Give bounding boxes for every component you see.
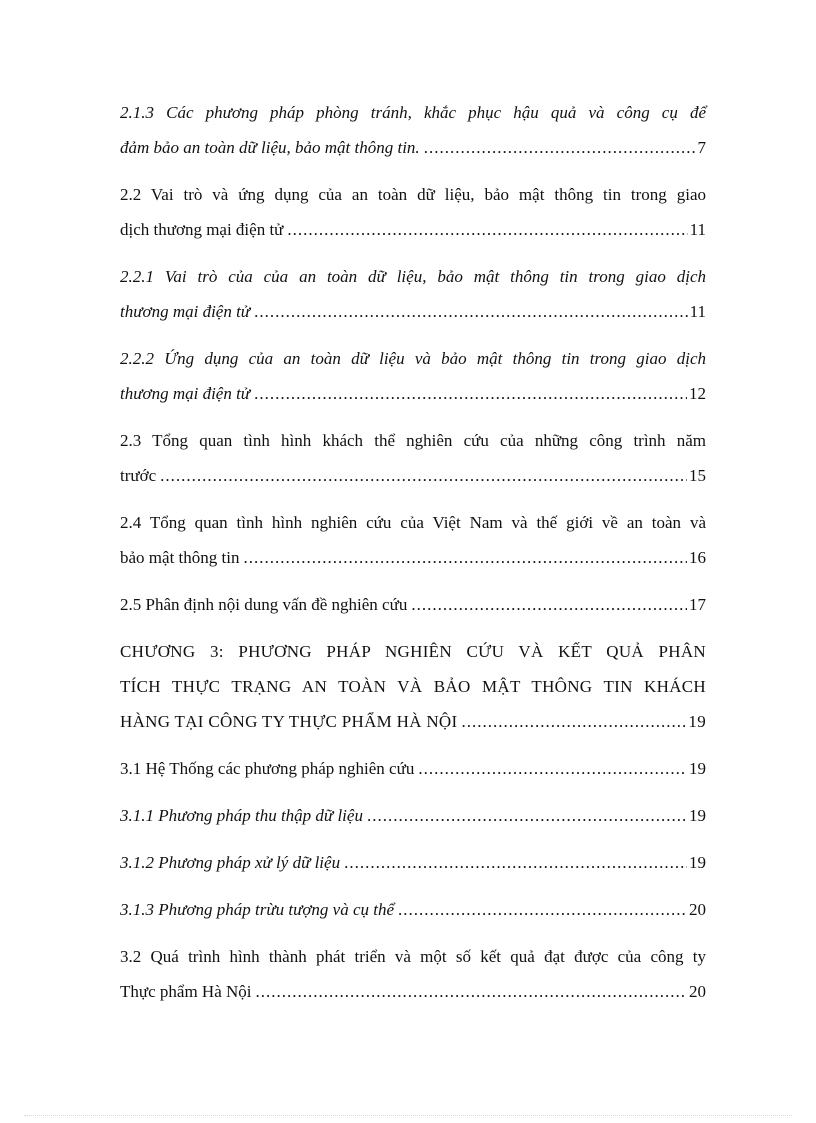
toc-page-number: 11: [689, 220, 706, 239]
toc-entry-2-2-1[interactable]: [120, 259, 706, 329]
toc-entry-3-1-2[interactable]: [120, 845, 706, 880]
toc-entry-text-end: dịch thương mại điện tử: [120, 220, 284, 239]
toc-page-number: 20: [689, 982, 706, 1001]
toc-entry-2-2-2[interactable]: [120, 341, 706, 411]
dot-leader: [367, 798, 687, 833]
toc-entry-text: 2.5 Phân định nội dung vấn đề nghiên cứu: [120, 595, 408, 614]
toc-page-number: 19: [689, 759, 706, 778]
toc-entry-text: 2.2.1 Vai trò của của an toàn dữ liệu, bảo mật thông tin trong giao dịch: [120, 267, 706, 286]
dot-leader: [255, 974, 687, 1009]
toc-entry-2-1-3[interactable]: [120, 95, 706, 165]
page-bottom-rule: [24, 1115, 792, 1116]
toc-entry-text-end: Thực phẩm Hà Nội: [120, 982, 252, 1001]
toc-entry-2-5[interactable]: [120, 587, 706, 622]
toc-entry-text: 3.1.3 Phương pháp trừu tượng và cụ thể: [120, 900, 395, 919]
toc-entry-text-end: thương mại điện tử: [120, 302, 251, 321]
toc-page-number: 19: [689, 806, 706, 825]
toc-entry-3-1-3[interactable]: [120, 892, 706, 927]
toc-entry-text: 3.1 Hệ Thống các phương pháp nghiên cứu: [120, 759, 415, 778]
toc-entry-text-end: đảm bảo an toàn dữ liệu, bảo mật thông tin.: [120, 138, 420, 157]
toc-page-number: 20: [689, 900, 706, 919]
toc-entry-text: 3.2 Quá trình hình thành phát triển và một số kết quả đạt được của công ty: [120, 947, 706, 966]
toc-entry-text: 2.1.3 Các phương pháp phòng tránh, khắc phục hậu quả và công cụ để: [120, 103, 706, 122]
dot-leader: [160, 458, 687, 493]
toc-entry-2-3[interactable]: [120, 423, 706, 493]
toc-page-number: 11: [689, 302, 706, 321]
toc-page-number: 17: [689, 595, 706, 614]
toc-entry-text-end: bảo mật thông tin: [120, 548, 240, 567]
toc-page-number: 19: [689, 853, 706, 872]
dot-leader: [418, 751, 687, 786]
toc-entry-text: 2.2 Vai trò và ứng dụng của an toàn dữ liệu, bảo mật thông tin trong giao: [120, 185, 706, 204]
dot-leader: [254, 376, 687, 411]
toc-entry-text: 3.1.2 Phương pháp xử lý dữ liệu: [120, 853, 341, 872]
dot-leader: [344, 845, 687, 880]
toc-entry-text: 2.3 Tổng quan tình hình khách thể nghiên cứu của những công trình năm: [120, 431, 706, 450]
dot-leader: [424, 130, 696, 165]
dot-leader: [243, 540, 687, 575]
toc-entry-2-2[interactable]: [120, 177, 706, 247]
toc-page-number: 19: [688, 712, 706, 731]
toc-entry-text: CHƯƠNG 3: PHƯƠNG PHÁP NGHIÊN CỨU VÀ KẾT QUẢ PHÂN: [120, 642, 706, 661]
toc-entry-text-end: HÀNG TẠI CÔNG TY THỰC PHẨM HÀ NỘI: [120, 712, 458, 731]
toc-entry-text: 2.2.2 Ứng dụng của an toàn dữ liệu và bảo mật thông tin trong giao dịch: [120, 349, 706, 368]
toc-page-number: 7: [697, 138, 706, 157]
toc-entry-3-2[interactable]: [120, 939, 706, 1009]
dot-leader: [398, 892, 687, 927]
dot-leader: [287, 212, 687, 247]
toc-entry-chapter-3[interactable]: [120, 634, 706, 739]
dot-leader: [254, 294, 688, 329]
dot-leader: [461, 704, 686, 739]
toc-entry-text: 2.4 Tổng quan tình hình nghiên cứu của Việt Nam và thế giới về an toàn và: [120, 513, 706, 532]
dot-leader: [411, 587, 687, 622]
toc-entry-text-end: thương mại điện tử: [120, 384, 251, 403]
toc-page-number: 12: [689, 384, 706, 403]
toc-page-number: 15: [689, 466, 706, 485]
toc-entry-3-1[interactable]: [120, 751, 706, 786]
toc-entry-text-line2: TÍCH THỰC TRẠNG AN TOÀN VÀ BẢO MẬT THÔNG TIN KHÁCH: [120, 677, 706, 696]
toc-entry-2-4[interactable]: [120, 505, 706, 575]
toc-page-number: 16: [689, 548, 706, 567]
toc-entry-text: 3.1.1 Phương pháp thu thập dữ liệu: [120, 806, 363, 825]
toc-entry-text-end: trước: [120, 466, 157, 485]
toc-entry-3-1-1[interactable]: [120, 798, 706, 833]
table-of-contents: [120, 95, 706, 1021]
